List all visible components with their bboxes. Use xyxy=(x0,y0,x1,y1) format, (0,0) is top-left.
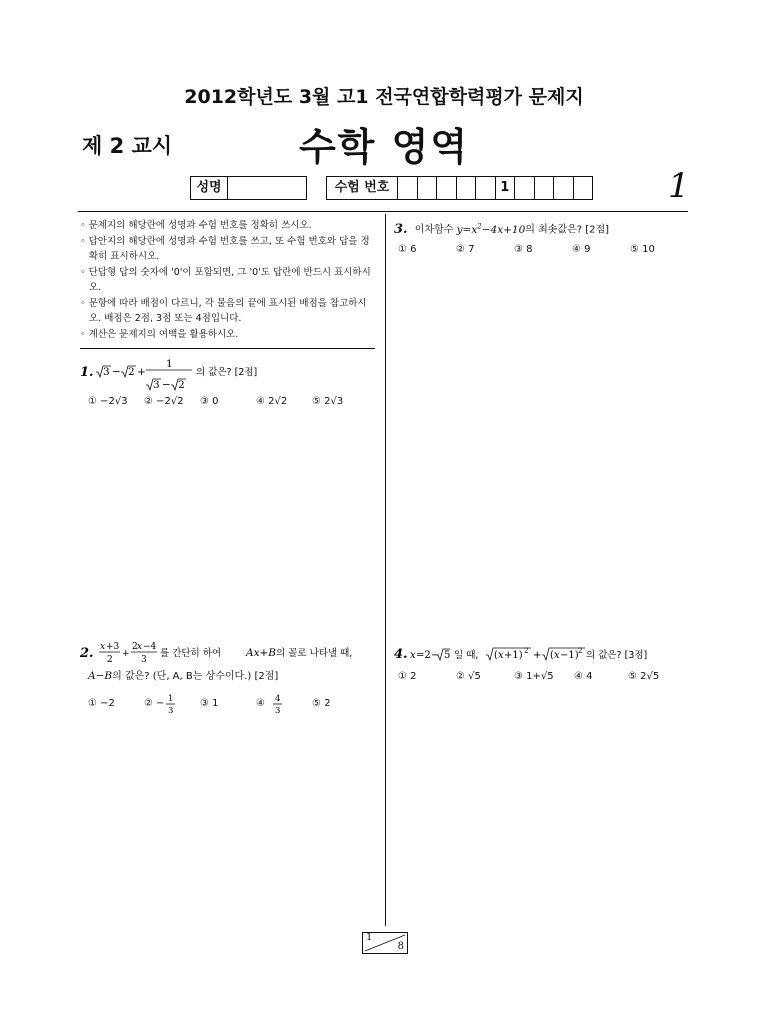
svg-text:x: x xyxy=(498,650,504,661)
choice[interactable]: ① 2 xyxy=(398,671,417,682)
svg-text:−: − xyxy=(162,379,171,391)
svg-text:(: ( xyxy=(494,650,498,661)
svg-text:x: x xyxy=(410,650,416,661)
svg-text:+3: +3 xyxy=(106,642,120,652)
id-cell[interactable] xyxy=(574,177,593,199)
svg-text:3: 3 xyxy=(153,379,160,391)
svg-text:2: 2 xyxy=(524,647,529,655)
svg-text:2: 2 xyxy=(578,647,583,655)
fraction-four-thirds xyxy=(273,692,285,716)
question-1-formula xyxy=(80,358,380,392)
id-cell[interactable] xyxy=(437,177,457,199)
question-2-choices xyxy=(88,694,368,720)
id-cell[interactable] xyxy=(457,177,477,199)
svg-text:x: x xyxy=(100,642,106,652)
subject-title: 수학 영역 xyxy=(298,125,470,169)
svg-text:4: 4 xyxy=(275,694,281,704)
question-3: 3. 이차함수 $y=x^2-4x+10$의 최솟값은? [2점] xyxy=(394,221,610,237)
id-cell[interactable] xyxy=(515,177,535,199)
svg-text:(: ( xyxy=(550,650,554,661)
question-4-choices xyxy=(398,671,686,682)
svg-text:+: + xyxy=(137,366,146,378)
question-3-number: 3. xyxy=(394,221,408,237)
question-3-prefix: 이차함수 xyxy=(414,224,454,236)
exam-id-label: 수험 번호 xyxy=(327,177,398,199)
choice[interactable]: ② √5 xyxy=(456,671,481,682)
id-cell[interactable] xyxy=(554,177,574,199)
choice[interactable]: ③ 1+√5 xyxy=(514,671,554,682)
choice[interactable]: ⑤ 2 xyxy=(312,698,331,709)
question-2 xyxy=(80,640,380,666)
svg-text:2: 2 xyxy=(132,642,138,652)
exam-id-box xyxy=(326,176,593,200)
question-4-text: 의 값은? [3점] xyxy=(586,650,648,661)
total-pages: 8 xyxy=(397,941,404,952)
choice[interactable] xyxy=(144,694,200,720)
exam-title: 2012학년도 3월 고1 전국연합학력평가 문제지 xyxy=(184,86,584,108)
page-number: 1 xyxy=(668,166,690,206)
id-cell[interactable]: 1 xyxy=(496,177,516,199)
choice[interactable]: ④ 2√2 xyxy=(256,396,288,407)
svg-text:3: 3 xyxy=(168,706,174,716)
question-2-text: 의 꼴로 나타낼 때, xyxy=(276,648,353,659)
choice[interactable]: ① −2 xyxy=(88,698,115,709)
svg-text:2: 2 xyxy=(178,379,185,391)
choice[interactable]: ⑤ 10 xyxy=(630,244,655,255)
instructions-list xyxy=(80,218,376,342)
instruction-item: ◦ 계산은 문제지의 여백을 활용하시오. xyxy=(80,327,376,343)
svg-text:2: 2 xyxy=(128,366,135,378)
session-label: 제 2 교시 xyxy=(82,134,173,158)
page-indicator xyxy=(362,932,408,954)
question-3-text: 의 최솟값은? [2점] xyxy=(525,224,610,236)
svg-text:2: 2 xyxy=(107,655,113,665)
choice[interactable]: ② 7 xyxy=(456,244,475,255)
choice[interactable] xyxy=(256,694,312,720)
question-1-text: 의 값은? [2점] xyxy=(196,367,258,378)
question-4-formula xyxy=(394,644,688,666)
svg-text:−: − xyxy=(112,366,121,378)
choice[interactable]: ④ 4 xyxy=(574,671,593,682)
svg-text:Ax+B: Ax+B xyxy=(246,647,277,659)
id-cell[interactable] xyxy=(535,177,555,199)
svg-text:3: 3 xyxy=(141,655,147,665)
question-1-choices xyxy=(88,396,368,407)
svg-text:−1): −1) xyxy=(560,650,579,661)
svg-text:=2−: =2− xyxy=(416,650,440,661)
instruction-item: ◦ 문항에 따라 배점이 다르니, 각 물음의 끝에 표시된 배점을 참고하시오. 배점은 2점, 3점 또는 4점입니다. xyxy=(80,296,376,327)
name-label: 성명 xyxy=(191,177,228,199)
choice[interactable]: ④ 9 xyxy=(572,244,591,255)
svg-text:1: 1 xyxy=(168,694,174,704)
id-cell[interactable] xyxy=(398,177,418,199)
instruction-item: ◦ 문제지의 해당란에 성명과 수험 번호를 정확히 쓰시오. xyxy=(80,218,376,234)
svg-text:1: 1 xyxy=(166,358,173,370)
svg-text:x: x xyxy=(137,642,143,652)
choice-label: ② − xyxy=(144,698,165,709)
current-page: 1 xyxy=(366,932,373,943)
svg-text:+: + xyxy=(533,650,542,661)
choice[interactable]: ① 6 xyxy=(398,244,417,255)
instructions-rule xyxy=(80,348,375,349)
question-2-text: 를 간단히 하여 xyxy=(160,648,222,659)
question-1-number: 1. xyxy=(80,365,94,380)
svg-text:+: + xyxy=(122,649,130,659)
svg-text:−4: −4 xyxy=(143,642,157,652)
question-3-choices xyxy=(398,244,688,255)
question-4 xyxy=(394,644,688,666)
choice[interactable]: ⑤ 2√5 xyxy=(628,671,660,682)
instruction-item: ◦ 단답형 답의 숫자에 '0'이 포함되면, 그 '0'도 답란에 반드시 표시하시오. xyxy=(80,265,376,296)
choice[interactable]: ③ 0 xyxy=(200,396,219,407)
svg-text:3: 3 xyxy=(275,706,281,716)
instruction-item: ◦ 답안지의 해당란에 성명과 수험 번호를 쓰고, 또 수험 번호와 답을 정확히 표시하시오. xyxy=(80,234,376,265)
question-2-text: 의 값은? (단, A, B는 상수이다.) [2점] xyxy=(112,671,279,682)
name-box xyxy=(190,176,307,200)
fraction-one-third xyxy=(166,692,178,716)
column-divider xyxy=(385,214,386,926)
svg-text:3: 3 xyxy=(103,366,110,378)
question-2-number: 2. xyxy=(80,646,94,661)
choice[interactable]: ② −2√2 xyxy=(144,396,184,407)
header-rule xyxy=(78,211,688,212)
choice[interactable]: ⑤ 2√3 xyxy=(312,396,344,407)
question-1 xyxy=(80,358,380,392)
choice-label: ④ xyxy=(256,698,265,709)
choice[interactable]: ③ 1 xyxy=(200,698,219,709)
svg-text:5: 5 xyxy=(444,650,451,661)
question-4-text: 일 때, xyxy=(454,650,479,661)
choice[interactable]: ③ 8 xyxy=(514,244,533,255)
svg-text:+1): +1) xyxy=(504,650,523,661)
question-2-line2: A−B의 값은? (단, A, B는 상수이다.) [2점] xyxy=(88,670,279,682)
id-cell[interactable] xyxy=(418,177,438,199)
name-field[interactable] xyxy=(228,177,306,199)
choice[interactable]: ① −2√3 xyxy=(88,396,128,407)
svg-text:x: x xyxy=(554,650,560,661)
question-4-number: 4. xyxy=(394,647,408,662)
id-cell[interactable] xyxy=(476,177,496,199)
question-2-formula xyxy=(80,640,380,666)
